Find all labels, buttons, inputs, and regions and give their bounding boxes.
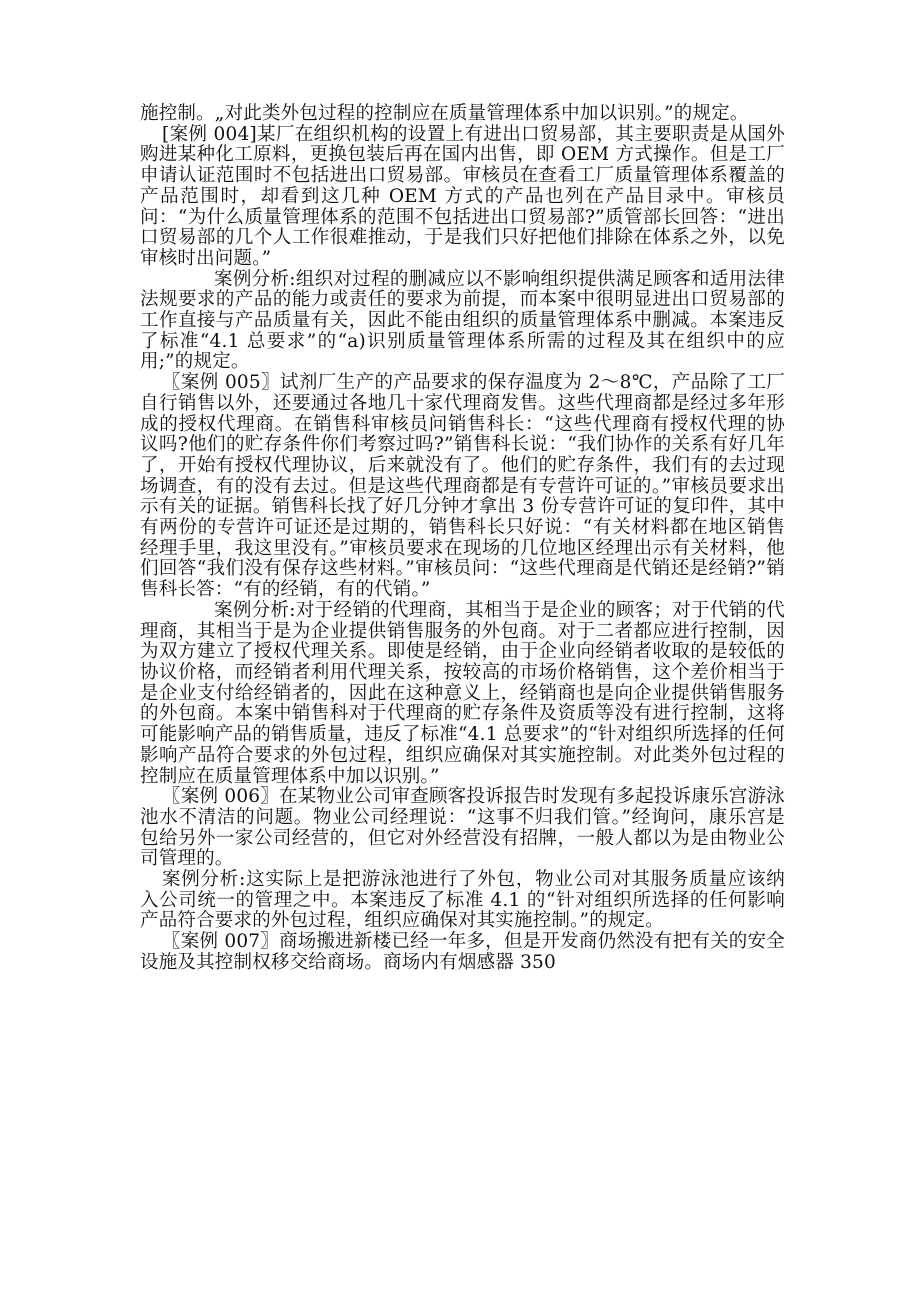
- paragraph-analysis-006: 案例分析:这实际上是把游泳池进行了外包，物业公司对其服务质量应该纳入公司统一的管理之中。本案违反了标准 4.1 的“针对组织所选择的任何影响产品符合要求的外包过程，组织应确保对其实施控制。”的规定。: [140, 869, 785, 932]
- paragraph-analysis-005: 案例分析:对于经销的代理商，其相当于是企业的顾客；对于代销的代理商，其相当于是为企业提供销售服务的外包商。对于二者都应进行控制，因为双方建立了授权代理关系。即使是经销，由于企业向经销者收取的是较低的协议价格，而经销者利用代理关系，按较高的市场价格销售，这个差价相当于是企业支付给经销者的，因此在这种意义上，经销商也是向企业提供销售服务的外包商。本案中销售科对于代理商的贮存条件及资质等没有进行控制，这将可能影响产品的销售质量，违反了标准“4.1 总要求”的“针对组织所选择的任何影响产品符合要求的外包过程，组织应确保对其实施控制。对此类外包过程的控制应在质量管理体系中加以识别。”: [140, 599, 785, 787]
- paragraph-case-004: [案例 004]某厂在组织机构的设置上有进出口贸易部，其主要职责是从国外购进某种化工原料，更换包装后再在国内出售，即 OEM 方式操作。但是工厂申请认证范围时不包括进出口贸易部。审核员在查看工厂质量管理体系覆盖的产品范围时，却看到这几种 OEM 方式的产品也列在产品目录中。审核员问：“为什么质量管理体系的范围不包括进出口贸易部?”质管部长回答：“进出口贸易部的几个人工作很难推动，于是我们只好把他们排除在体系之外，以免审核时出问题。”: [140, 123, 785, 269]
- document-body: [140, 104, 785, 974]
- paragraph-case-007: 〖案例 007〗商场搬进新楼已经一年多，但是开发商仍然没有把有关的安全设施及其控制权移交给商场。商场内有烟感器 350: [140, 931, 785, 973]
- paragraph-case-005: 〖案例 005〗试剂厂生产的产品要求的保存温度为 2～8℃，产品除了工厂自行销售以外，还要通过各地几十家代理商发售。这些代理商都是经过多年形成的授权代理商。在销售科审核员问销售科长：“这些代理商有授权代理的协议吗?他们的贮存条件你们考察过吗?”销售科长说：“我们协作的关系有好几年了，开始有授权代理协议，后来就没有了。他们的贮存条件，我们有的去过现场调查，有的没有去过。但是这些代理商都是有专营许可证的。”审核员要求出示有关的证据。销售科长找了好几分钟才拿出 3 份专营许可证的复印件，其中有两份的专营许可证还是过期的，销售科长只好说：“有关材料都在地区销售经理手里，我这里没有。”审核员要求在现场的几位地区经理出示有关材料，他们回答“我们没有保存这些材料。”审核员问：“这些代理商是代销还是经销?”销售科长答：“有的经销，有的代销。”: [140, 372, 785, 601]
- paragraph-case-006: 〖案例 006〗在某物业公司审查顾客投诉报告时发现有多起投诉康乐宫游泳池水不清洁的问题。物业公司经理说：“这事不归我们管。”经询问，康乐宫是包给另外一家公司经营的，但它对外经营没有招牌，一般人都以为是由物业公司管理的。: [140, 786, 785, 870]
- paragraph-continuation: 施控制。„对此类外包过程的控制应在质量管理体系中加以识别。”的规定。: [140, 103, 749, 124]
- paragraph-analysis-004: 案例分析:组织对过程的删减应以不影响组织提供满足顾客和适用法律法规要求的产品的能力或责任的要求为前提，而本案中很明显进出口贸易部的工作直接与产品质量有关，因此不能由组织的质量管理体系中删减。本案违反了标准“4.1 总要求”的“a)识别质量管理体系所需的过程及其在组织中的应用;”的规定。: [140, 268, 785, 373]
